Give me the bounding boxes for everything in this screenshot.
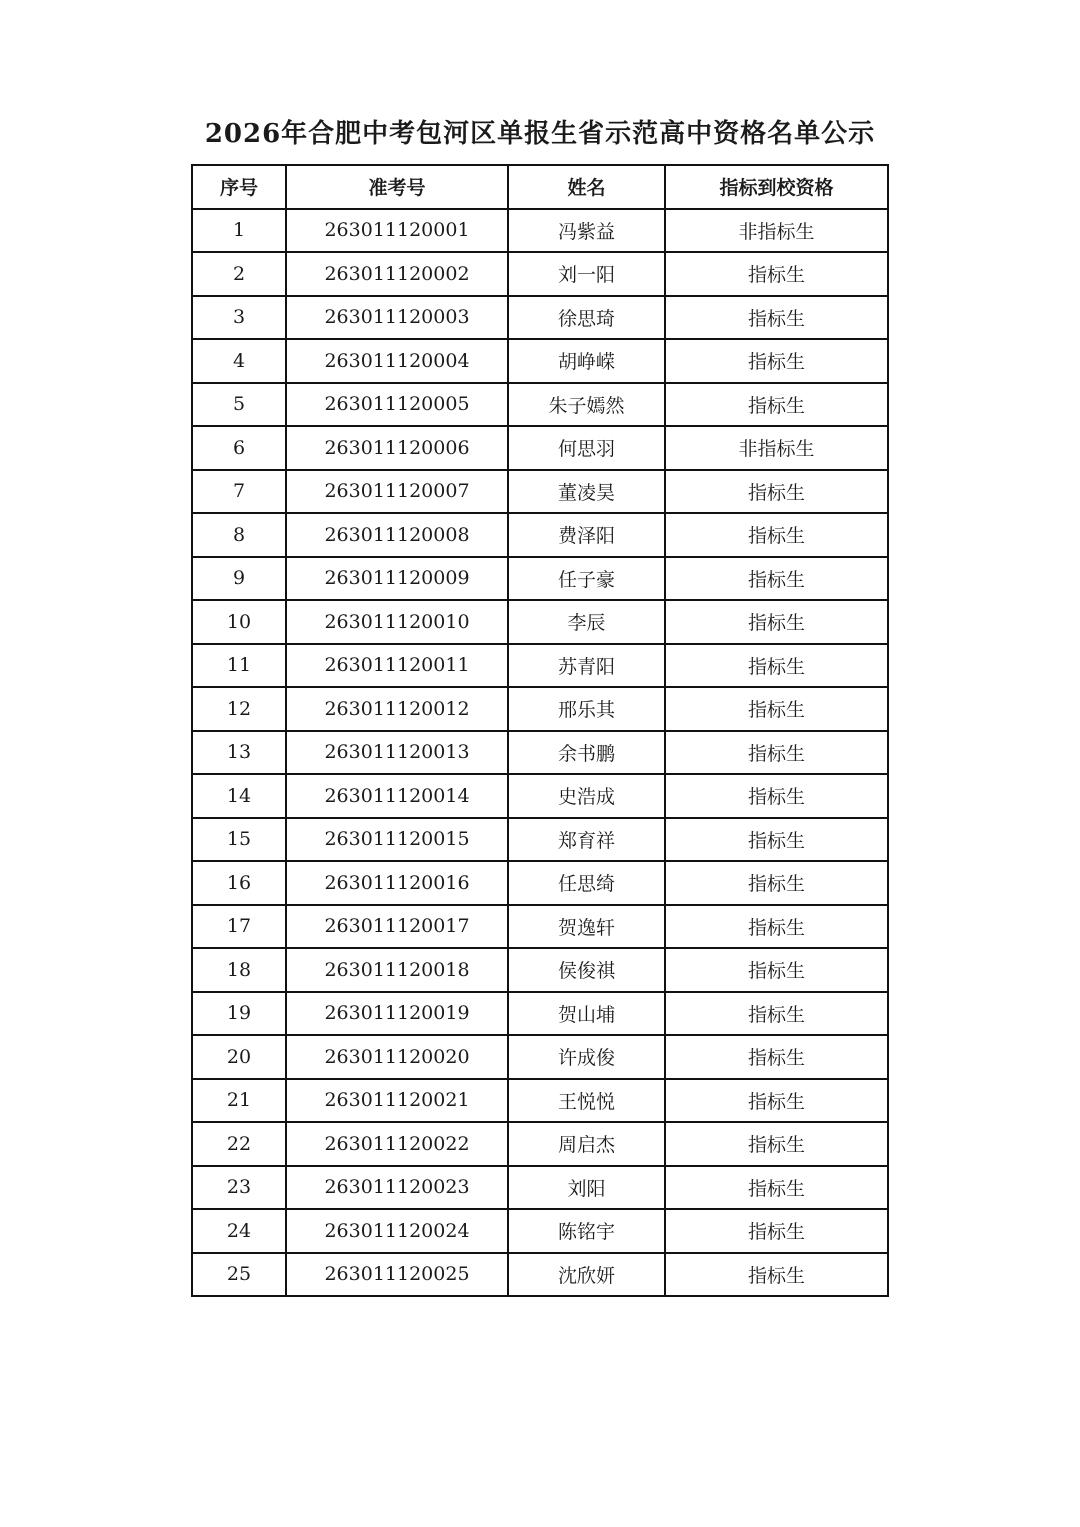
table-row	[192, 513, 888, 557]
table-row	[192, 687, 888, 731]
table-row	[192, 339, 888, 383]
cell-exam-number: 263011120017	[286, 905, 508, 949]
cell-quota-qualification: 指标生	[665, 644, 888, 688]
header-seq: 序号	[192, 165, 286, 209]
cell-name: 许成俊	[508, 1035, 665, 1079]
cell-name: 刘一阳	[508, 252, 665, 296]
table-row	[192, 1035, 888, 1079]
cell-quota-qualification: 非指标生	[665, 426, 888, 470]
table-row	[192, 296, 888, 340]
cell-exam-number: 263011120001	[286, 209, 508, 253]
cell-name: 胡峥嵘	[508, 339, 665, 383]
table-row	[192, 774, 888, 818]
header-name: 姓名	[508, 165, 665, 209]
table-row	[192, 383, 888, 427]
cell-name: 李辰	[508, 600, 665, 644]
cell-name: 侯俊祺	[508, 948, 665, 992]
table-row	[192, 1079, 888, 1123]
cell-seq: 10	[192, 600, 286, 644]
header-row	[192, 165, 888, 209]
qualification-table	[191, 164, 889, 1297]
cell-name: 王悦悦	[508, 1079, 665, 1123]
cell-quota-qualification: 指标生	[665, 1035, 888, 1079]
header-exam-number: 准考号	[286, 165, 508, 209]
cell-seq: 11	[192, 644, 286, 688]
cell-quota-qualification: 指标生	[665, 992, 888, 1036]
cell-name: 郑育祥	[508, 818, 665, 862]
cell-exam-number: 263011120008	[286, 513, 508, 557]
header-quota-qualification: 指标到校资格	[665, 165, 888, 209]
cell-exam-number: 263011120015	[286, 818, 508, 862]
cell-name: 史浩成	[508, 774, 665, 818]
table-row	[192, 1209, 888, 1253]
cell-quota-qualification: 指标生	[665, 861, 888, 905]
cell-name: 徐思琦	[508, 296, 665, 340]
cell-seq: 3	[192, 296, 286, 340]
cell-name: 贺逸轩	[508, 905, 665, 949]
cell-quota-qualification: 非指标生	[665, 209, 888, 253]
table-row	[192, 470, 888, 514]
cell-name: 陈铭宇	[508, 1209, 665, 1253]
cell-quota-qualification: 指标生	[665, 296, 888, 340]
cell-exam-number: 263011120022	[286, 1122, 508, 1166]
cell-name: 邢乐其	[508, 687, 665, 731]
document-title: 2026年合肥中考包河区单报生省示范高中资格名单公示	[204, 119, 876, 149]
cell-seq: 19	[192, 992, 286, 1036]
cell-quota-qualification: 指标生	[665, 600, 888, 644]
cell-name: 任思绮	[508, 861, 665, 905]
cell-exam-number: 263011120025	[286, 1253, 508, 1297]
cell-exam-number: 263011120018	[286, 948, 508, 992]
table-row	[192, 948, 888, 992]
table-row	[192, 209, 888, 253]
cell-seq: 24	[192, 1209, 286, 1253]
cell-name: 余书鹏	[508, 731, 665, 775]
cell-seq: 15	[192, 818, 286, 862]
cell-exam-number: 263011120002	[286, 252, 508, 296]
cell-quota-qualification: 指标生	[665, 339, 888, 383]
cell-exam-number: 263011120004	[286, 339, 508, 383]
cell-exam-number: 263011120009	[286, 557, 508, 601]
cell-seq: 4	[192, 339, 286, 383]
cell-seq: 20	[192, 1035, 286, 1079]
cell-name: 苏青阳	[508, 644, 665, 688]
cell-exam-number: 263011120011	[286, 644, 508, 688]
cell-quota-qualification: 指标生	[665, 687, 888, 731]
cell-seq: 18	[192, 948, 286, 992]
cell-quota-qualification: 指标生	[665, 557, 888, 601]
cell-exam-number: 263011120005	[286, 383, 508, 427]
cell-name: 周启杰	[508, 1122, 665, 1166]
table-row	[192, 992, 888, 1036]
cell-quota-qualification: 指标生	[665, 1079, 888, 1123]
cell-seq: 23	[192, 1166, 286, 1210]
cell-seq: 2	[192, 252, 286, 296]
cell-seq: 13	[192, 731, 286, 775]
cell-quota-qualification: 指标生	[665, 1122, 888, 1166]
cell-exam-number: 263011120024	[286, 1209, 508, 1253]
cell-quota-qualification: 指标生	[665, 774, 888, 818]
cell-exam-number: 263011120016	[286, 861, 508, 905]
table-row	[192, 600, 888, 644]
table-row	[192, 905, 888, 949]
table-row	[192, 861, 888, 905]
cell-seq: 9	[192, 557, 286, 601]
cell-seq: 7	[192, 470, 286, 514]
table-row	[192, 252, 888, 296]
table-row	[192, 818, 888, 862]
cell-exam-number: 263011120006	[286, 426, 508, 470]
cell-exam-number: 263011120013	[286, 731, 508, 775]
cell-exam-number: 263011120023	[286, 1166, 508, 1210]
cell-exam-number: 263011120007	[286, 470, 508, 514]
cell-seq: 25	[192, 1253, 286, 1297]
cell-exam-number: 263011120003	[286, 296, 508, 340]
cell-quota-qualification: 指标生	[665, 818, 888, 862]
cell-name: 何思羽	[508, 426, 665, 470]
table-row	[192, 426, 888, 470]
cell-name: 刘阳	[508, 1166, 665, 1210]
cell-seq: 17	[192, 905, 286, 949]
cell-exam-number: 263011120012	[286, 687, 508, 731]
cell-name: 董凌昊	[508, 470, 665, 514]
cell-name: 冯紫益	[508, 209, 665, 253]
cell-seq: 16	[192, 861, 286, 905]
table-row	[192, 1166, 888, 1210]
cell-name: 朱子嫣然	[508, 383, 665, 427]
table-row	[192, 1253, 888, 1297]
cell-name: 任子豪	[508, 557, 665, 601]
cell-exam-number: 263011120019	[286, 992, 508, 1036]
cell-quota-qualification: 指标生	[665, 252, 888, 296]
cell-exam-number: 263011120014	[286, 774, 508, 818]
cell-quota-qualification: 指标生	[665, 948, 888, 992]
table-row	[192, 557, 888, 601]
cell-exam-number: 263011120021	[286, 1079, 508, 1123]
cell-exam-number: 263011120020	[286, 1035, 508, 1079]
cell-quota-qualification: 指标生	[665, 383, 888, 427]
cell-quota-qualification: 指标生	[665, 470, 888, 514]
cell-seq: 21	[192, 1079, 286, 1123]
cell-name: 贺山埔	[508, 992, 665, 1036]
cell-seq: 12	[192, 687, 286, 731]
table-row	[192, 644, 888, 688]
cell-exam-number: 263011120010	[286, 600, 508, 644]
cell-seq: 6	[192, 426, 286, 470]
cell-name: 费泽阳	[508, 513, 665, 557]
cell-seq: 14	[192, 774, 286, 818]
cell-quota-qualification: 指标生	[665, 1209, 888, 1253]
cell-quota-qualification: 指标生	[665, 1253, 888, 1297]
cell-seq: 8	[192, 513, 286, 557]
table-header	[192, 165, 888, 209]
cell-quota-qualification: 指标生	[665, 731, 888, 775]
cell-name: 沈欣妍	[508, 1253, 665, 1297]
cell-seq: 1	[192, 209, 286, 253]
cell-quota-qualification: 指标生	[665, 513, 888, 557]
table-body	[192, 209, 888, 1297]
cell-quota-qualification: 指标生	[665, 1166, 888, 1210]
cell-quota-qualification: 指标生	[665, 905, 888, 949]
cell-seq: 5	[192, 383, 286, 427]
cell-seq: 22	[192, 1122, 286, 1166]
table-row	[192, 731, 888, 775]
table-row	[192, 1122, 888, 1166]
